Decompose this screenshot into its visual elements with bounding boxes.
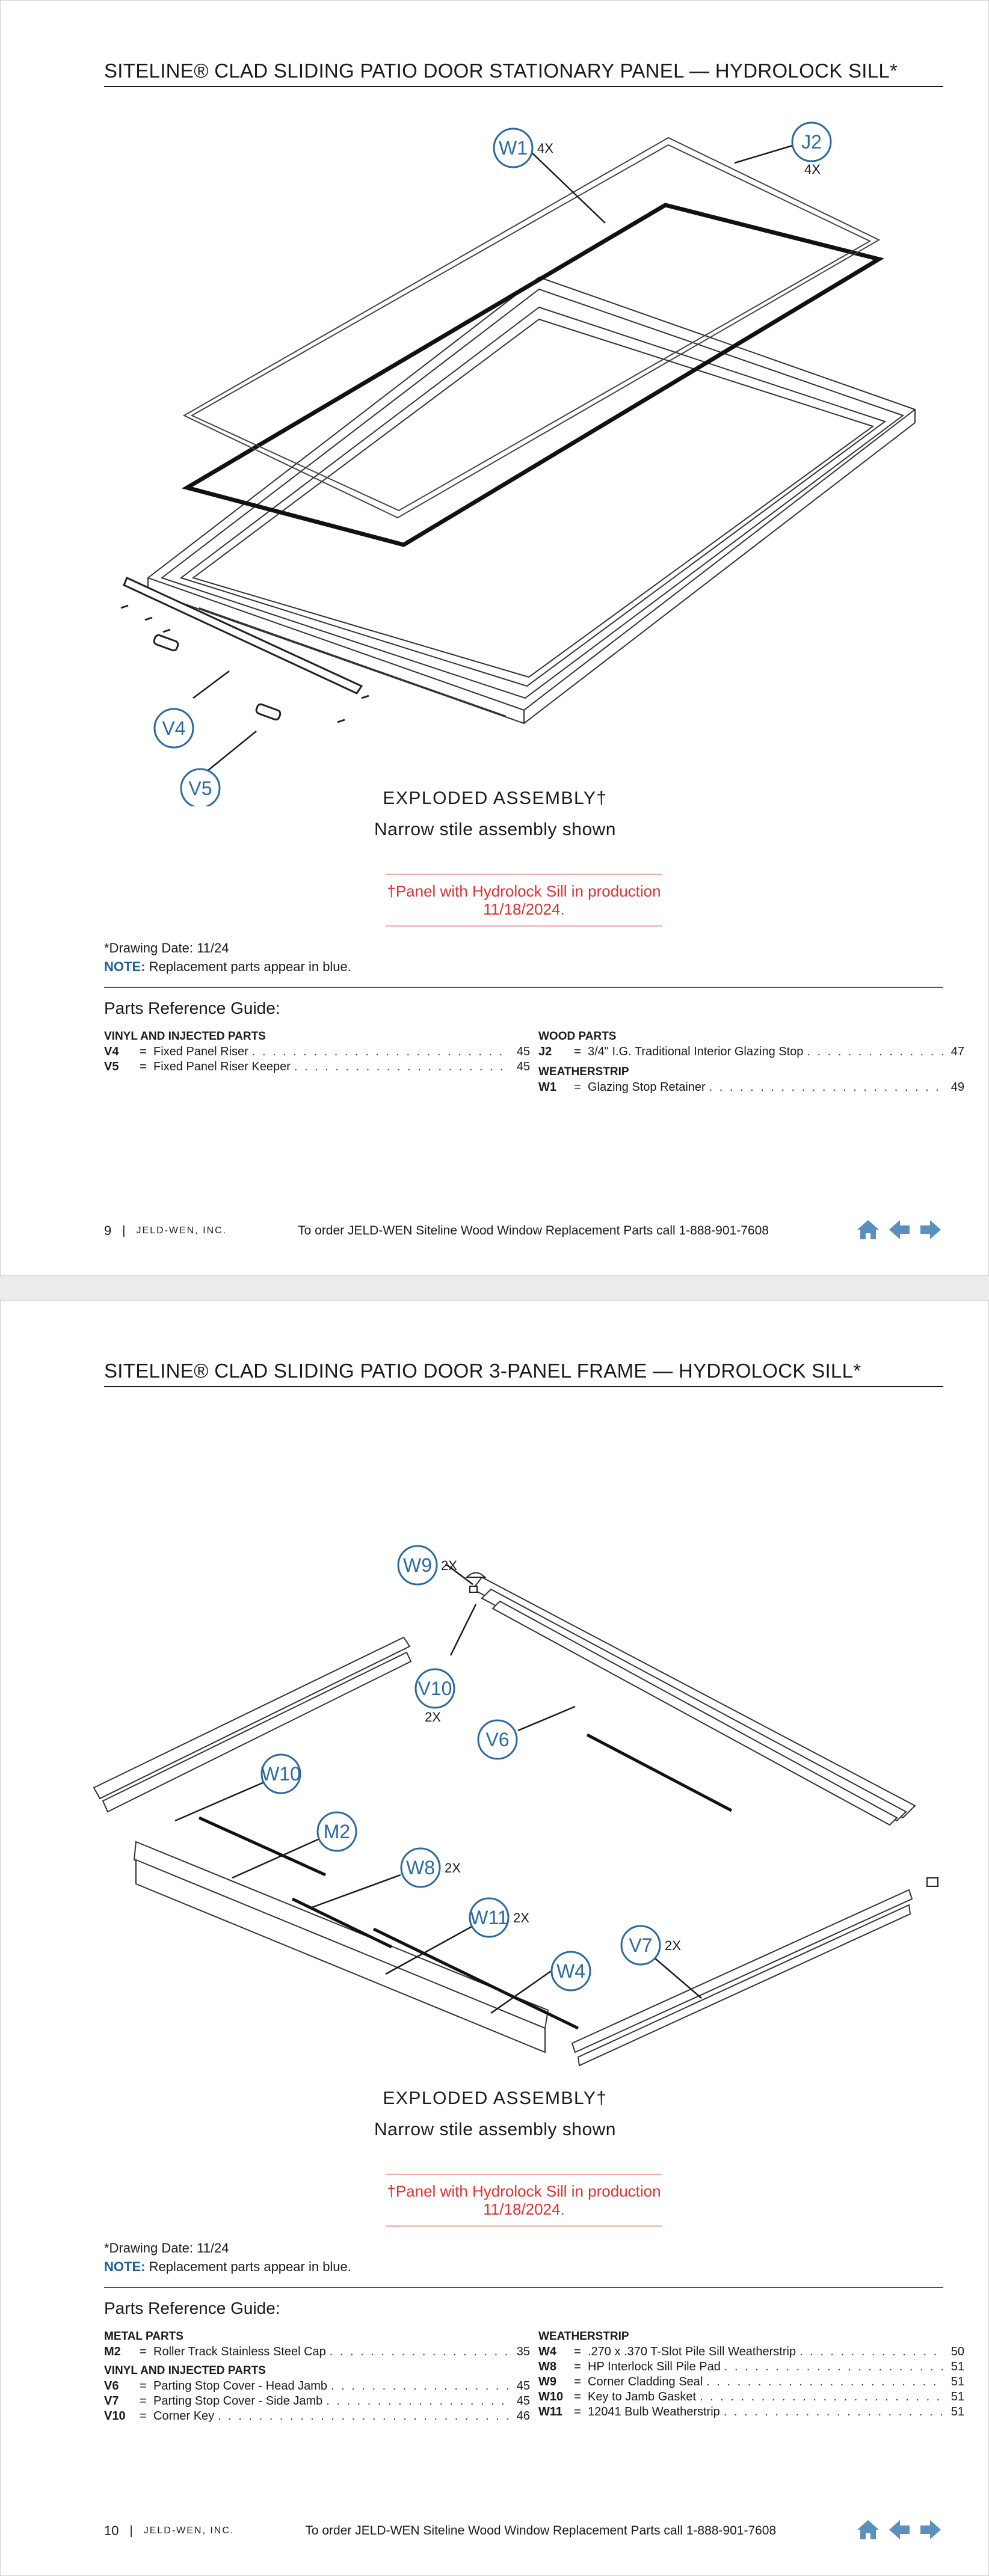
drawing-meta (104, 2239, 351, 2276)
callout-label: V10 (417, 1678, 452, 1699)
part-code: W1 (538, 1081, 556, 1094)
exploded-assembly-drawing (1, 97, 989, 806)
page-number: 10 (104, 2523, 119, 2538)
part-name: Parting Stop Cover - Side Jamb (153, 2394, 323, 2408)
exploded-assembly-drawing (1, 1397, 989, 2130)
replacement-note (104, 2257, 351, 2276)
part-eq: = (140, 2394, 147, 2408)
footer-separator: | (129, 2524, 133, 2538)
callout-label: V6 (485, 1729, 510, 1750)
part-row (104, 1060, 530, 1075)
parts-guide-title: Parts Reference Guide: (104, 999, 280, 1017)
part-page: 50 (950, 2345, 964, 2358)
part-eq: = (140, 2345, 147, 2358)
part-name: Key to Jamb Gasket (588, 2390, 697, 2403)
callout-label: V7 (629, 1934, 653, 1956)
parts-column-right (538, 1028, 964, 1095)
assembly-subtitle: Narrow stile assembly shown (374, 2120, 616, 2139)
previous-page-icon[interactable] (887, 2518, 912, 2542)
part-code: W4 (538, 2345, 556, 2358)
part-code: W8 (538, 2360, 556, 2373)
page-footer (104, 2519, 943, 2543)
leader-dots (330, 2344, 510, 2360)
leader-dots (252, 1044, 510, 1060)
leader-dots (709, 1080, 944, 1095)
note-label: NOTE: (104, 2259, 146, 2274)
part-eq: = (574, 1081, 581, 1094)
home-icon[interactable] (855, 1218, 881, 1242)
company-name: JELD-WEN, INC. (136, 1225, 227, 1236)
part-name: HP Interlock Sill Pile Pad (588, 2360, 721, 2373)
leader-dots (724, 2405, 944, 2420)
leader-dots (706, 2375, 944, 2390)
home-icon[interactable] (855, 2518, 881, 2542)
part-code: M2 (104, 2345, 121, 2358)
company-name: JELD-WEN, INC. (143, 2525, 235, 2536)
parts-group-heading: VINYL AND INJECTED PARTS (104, 2364, 266, 2377)
callout-w8 (401, 1848, 461, 1887)
part-row (538, 2390, 964, 2405)
callout-qty: 2X (445, 1860, 461, 1875)
callout-v7 (621, 1926, 681, 1964)
part-row (538, 2375, 964, 2390)
callout-label: W9 (403, 1554, 432, 1576)
callout-qty: 2X (441, 1558, 457, 1573)
part-row (538, 2344, 964, 2360)
leader-dots (218, 2409, 510, 2424)
part-eq: = (574, 2345, 581, 2358)
callout-qty: 2X (513, 1910, 529, 1925)
part-row (104, 2394, 530, 2409)
leader-dots (807, 1044, 944, 1060)
part-code: W10 (538, 2390, 564, 2403)
part-eq: = (574, 1045, 581, 1058)
part-name: Glazing Stop Retainer (588, 1081, 706, 1094)
page-title: SITELINE® CLAD SLIDING PATIO DOOR STATIONARY PANEL — HYDROLOCK SILL* (104, 60, 898, 82)
part-eq: = (574, 2375, 581, 2388)
callout-label: W8 (406, 1857, 435, 1878)
part-name: Fixed Panel Riser Keeper (153, 1060, 291, 1073)
part-page: 45 (516, 2394, 530, 2408)
part-code: W11 (538, 2405, 563, 2418)
part-row (104, 2379, 530, 2394)
order-info: To order JELD-WEN Siteline Wood Window Replacement Parts call 1-888-901-7608 (298, 1224, 769, 1237)
part-eq: = (140, 1060, 147, 1073)
parts-column-right (538, 2328, 964, 2420)
callout-w1 (494, 129, 553, 167)
callout-label: V5 (188, 777, 212, 799)
page-number: 9 (104, 1223, 112, 1238)
part-eq: = (140, 2379, 147, 2393)
part-row (104, 2344, 530, 2360)
callout-qty: 2X (425, 1710, 441, 1725)
previous-page-icon[interactable] (887, 1218, 912, 1242)
callout-w4 (552, 1952, 590, 1990)
drawing-meta (104, 939, 351, 976)
part-code: V10 (104, 2409, 126, 2423)
parts-group-heading: WEATHERSTRIP (538, 2330, 629, 2343)
page-navigation (855, 1218, 943, 1242)
part-page: 45 (516, 2379, 530, 2393)
production-note-line: †Panel with Hydrolock Sill in production (387, 2182, 661, 2200)
callout-label: W10 (261, 1763, 301, 1785)
drawing-date: *Drawing Date: 11/24 (104, 2240, 229, 2256)
part-page: 35 (516, 2345, 530, 2358)
callout-w10 (261, 1755, 301, 1793)
section-divider (104, 2287, 943, 2288)
part-code: J2 (538, 1045, 552, 1058)
callout-v10 (416, 1669, 454, 1725)
part-row (538, 1080, 964, 1095)
page-title: SITELINE® CLAD SLIDING PATIO DOOR 3-PANEL FRAME — HYDROLOCK SILL* (104, 1360, 861, 1382)
part-page: 51 (950, 2390, 964, 2403)
parts-group-heading: WEATHERSTRIP (538, 1066, 629, 1078)
drawing-date: *Drawing Date: 11/24 (104, 940, 229, 955)
note-text: Replacement parts appear in blue. (149, 2259, 351, 2274)
part-page: 51 (950, 2360, 964, 2373)
note-label: NOTE: (104, 959, 146, 974)
parts-group-heading: METAL PARTS (104, 2330, 183, 2343)
parts-group-heading: WOOD PARTS (538, 1030, 617, 1043)
part-name: Corner Key (153, 2409, 215, 2423)
assembly-subtitle: Narrow stile assembly shown (374, 820, 616, 839)
callout-label: W4 (556, 1960, 585, 1982)
part-row (538, 1044, 964, 1060)
callout-qty: 2X (665, 1938, 681, 1953)
production-note-line: 11/18/2024. (483, 2200, 565, 2218)
production-note (386, 874, 662, 927)
production-note (386, 2174, 662, 2227)
title-divider (104, 86, 943, 87)
part-code: W9 (538, 2375, 556, 2388)
next-page-icon[interactable] (918, 2518, 943, 2542)
callout-w9 (398, 1546, 457, 1584)
order-info: To order JELD-WEN Siteline Wood Window Replacement Parts call 1-888-901-7608 (305, 2524, 777, 2538)
part-row (538, 2360, 964, 2375)
part-name: Parting Stop Cover - Head Jamb (153, 2379, 328, 2393)
callout-v6 (478, 1720, 517, 1759)
callout-label: J2 (801, 131, 822, 153)
callout-label: V4 (162, 717, 186, 739)
manual-page-10 (0, 1300, 989, 2576)
replacement-note (104, 957, 351, 976)
part-name: Corner Cladding Seal (588, 2375, 703, 2388)
part-code: V5 (104, 1060, 119, 1073)
parts-column-left (104, 1028, 530, 1075)
part-eq: = (574, 2405, 581, 2418)
callout-w11 (470, 1898, 529, 1937)
panel-frame-illustration (148, 277, 915, 723)
part-name: 12041 Bulb Weatherstrip (588, 2405, 720, 2418)
leader-dots (326, 2394, 510, 2409)
part-name: .270 x .370 T-Slot Pile Sill Weatherstrip (588, 2345, 796, 2358)
assembly-title: EXPLODED ASSEMBLY† (383, 788, 608, 808)
part-name: Roller Track Stainless Steel Cap (153, 2345, 326, 2358)
part-page: 51 (950, 2375, 964, 2388)
part-eq: = (140, 2409, 147, 2423)
parts-guide-title: Parts Reference Guide: (104, 2299, 280, 2317)
leader-dots (331, 2379, 510, 2394)
part-page: 46 (516, 2409, 530, 2423)
parts-group-heading: VINYL AND INJECTED PARTS (104, 1030, 266, 1043)
part-page: 45 (516, 1045, 530, 1058)
part-code: V6 (104, 2379, 119, 2393)
part-page: 47 (950, 1045, 964, 1058)
part-row (104, 2409, 530, 2424)
page-navigation (855, 2518, 943, 2542)
callout-label: M2 (323, 1821, 351, 1842)
callout-j2 (792, 123, 831, 177)
section-divider (104, 987, 943, 988)
assembly-title: EXPLODED ASSEMBLY† (383, 2088, 608, 2108)
production-note-line: 11/18/2024. (483, 900, 565, 918)
part-row (538, 2405, 964, 2420)
callout-v4 (155, 709, 193, 747)
next-page-icon[interactable] (918, 1218, 943, 1242)
part-code: V7 (104, 2394, 119, 2408)
title-divider (104, 1386, 943, 1387)
leader-dots (724, 2360, 944, 2375)
callout-m2 (318, 1812, 356, 1851)
callout-qty: 4X (537, 141, 553, 156)
manual-page-9 (0, 0, 989, 1276)
footer-separator: | (122, 1224, 126, 1237)
callout-qty: 4X (804, 162, 821, 177)
parts-column-left (104, 2328, 530, 2424)
leader-dots (800, 2344, 944, 2360)
part-page: 45 (516, 1060, 530, 1073)
part-eq: = (574, 2360, 581, 2373)
part-page: 49 (950, 1081, 964, 1094)
part-code: V4 (104, 1045, 119, 1058)
page-footer (104, 1219, 943, 1243)
part-name: 3/4" I.G. Traditional Interior Glazing Stop (588, 1045, 804, 1058)
production-note-line: †Panel with Hydrolock Sill in production (387, 882, 661, 900)
callout-label: W11 (470, 1907, 508, 1928)
leader-dots (700, 2390, 944, 2405)
leader-dots (294, 1060, 510, 1075)
part-row (104, 1044, 530, 1060)
part-eq: = (574, 2390, 581, 2403)
part-name: Fixed Panel Riser (153, 1045, 248, 1058)
part-eq: = (140, 1045, 147, 1058)
part-page: 51 (950, 2405, 964, 2418)
callout-label: W1 (499, 137, 528, 159)
note-text: Replacement parts appear in blue. (149, 959, 351, 974)
